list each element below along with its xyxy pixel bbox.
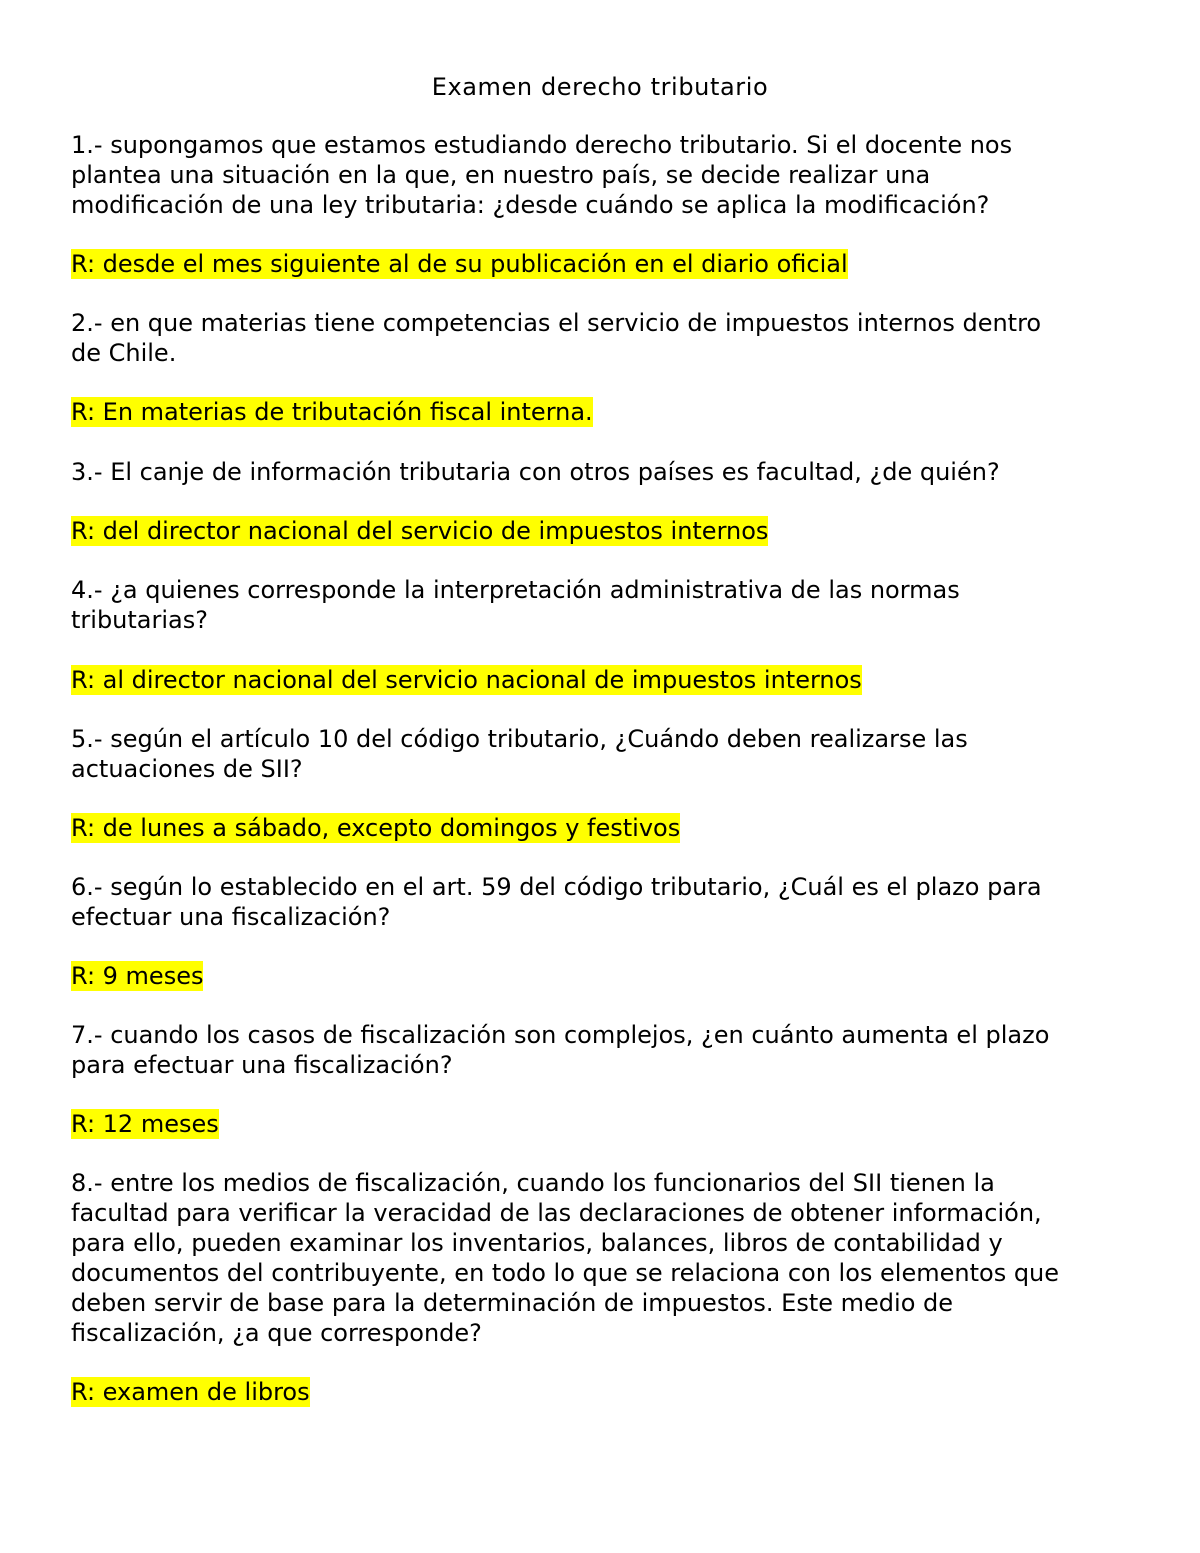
- document-title: Examen derecho tributario: [431, 73, 769, 101]
- question-line: 3.- El canje de información tributaria con otros países es facultad, ¿de quién?: [71, 458, 1000, 486]
- highlighted-answer: R: examen de libros: [71, 1378, 310, 1406]
- answer-3: [71, 516, 768, 546]
- question-line: deben servir de base para la determinación de impuestos. Este medio de: [71, 1289, 954, 1317]
- question-5: [71, 724, 1131, 784]
- answer-7: [71, 1109, 219, 1139]
- question-4: [71, 575, 1131, 635]
- answer-1: [71, 249, 848, 279]
- question-line: documentos del contribuyente, en todo lo que se relaciona con los elementos que: [71, 1259, 1060, 1287]
- highlighted-answer: R: En materias de tributación fiscal interna.: [71, 398, 593, 426]
- question-line: efectuar una fiscalización?: [71, 903, 391, 931]
- highlighted-answer: R: de lunes a sábado, excepto domingos y festivos: [71, 814, 681, 842]
- question-1: [71, 130, 1131, 220]
- question-line: para ello, pueden examinar los inventarios, balances, libros de contabilidad y: [71, 1229, 1003, 1257]
- question-line: 2.- en que materias tiene competencias el servicio de impuestos internos dentro: [71, 309, 1042, 337]
- question-6: [71, 872, 1131, 932]
- answer-2: [71, 397, 593, 427]
- highlighted-answer: R: 9 meses: [71, 962, 204, 990]
- answer-5: [71, 813, 680, 843]
- answer-4: [71, 665, 862, 695]
- question-line: de Chile.: [71, 339, 177, 367]
- question-line: modificación de una ley tributaria: ¿desde cuándo se aplica la modificación?: [71, 191, 990, 219]
- question-2: [71, 308, 1131, 368]
- question-line: actuaciones de SII?: [71, 755, 303, 783]
- highlighted-answer: R: al director nacional del servicio nacional de impuestos internos: [71, 666, 862, 694]
- question-7: [71, 1020, 1131, 1080]
- question-line: 4.- ¿a quienes corresponde la interpretación administrativa de las normas: [71, 576, 960, 604]
- answer-8: [71, 1377, 310, 1407]
- question-line: 1.- supongamos que estamos estudiando derecho tributario. Si el docente nos: [71, 131, 1013, 159]
- highlighted-answer: R: 12 meses: [71, 1110, 219, 1138]
- question-3: [71, 457, 1131, 487]
- question-line: facultad para verificar la veracidad de las declaraciones de obtener información,: [71, 1199, 1042, 1227]
- question-line: para efectuar una fiscalización?: [71, 1051, 453, 1079]
- question-line: plantea una situación en la que, en nuestro país, se decide realizar una: [71, 161, 931, 189]
- highlighted-answer: R: del director nacional del servicio de impuestos internos: [71, 517, 769, 545]
- question-line: 6.- según lo establecido en el art. 59 del código tributario, ¿Cuál es el plazo para: [71, 873, 1042, 901]
- highlighted-answer: R: desde el mes siguiente al de su publicación en el diario oficial: [71, 250, 848, 278]
- question-line: tributarias?: [71, 606, 208, 634]
- question-line: 7.- cuando los casos de fiscalización son complejos, ¿en cuánto aumenta el plazo: [71, 1021, 1050, 1049]
- question-8: [71, 1168, 1131, 1348]
- question-line: 8.- entre los medios de fiscalización, cuando los funcionarios del SII tienen la: [71, 1169, 995, 1197]
- question-line: 5.- según el artículo 10 del código tributario, ¿Cuándo deben realizarse las: [71, 725, 968, 753]
- question-line: fiscalización, ¿a que corresponde?: [71, 1319, 482, 1347]
- answer-6: [71, 961, 203, 991]
